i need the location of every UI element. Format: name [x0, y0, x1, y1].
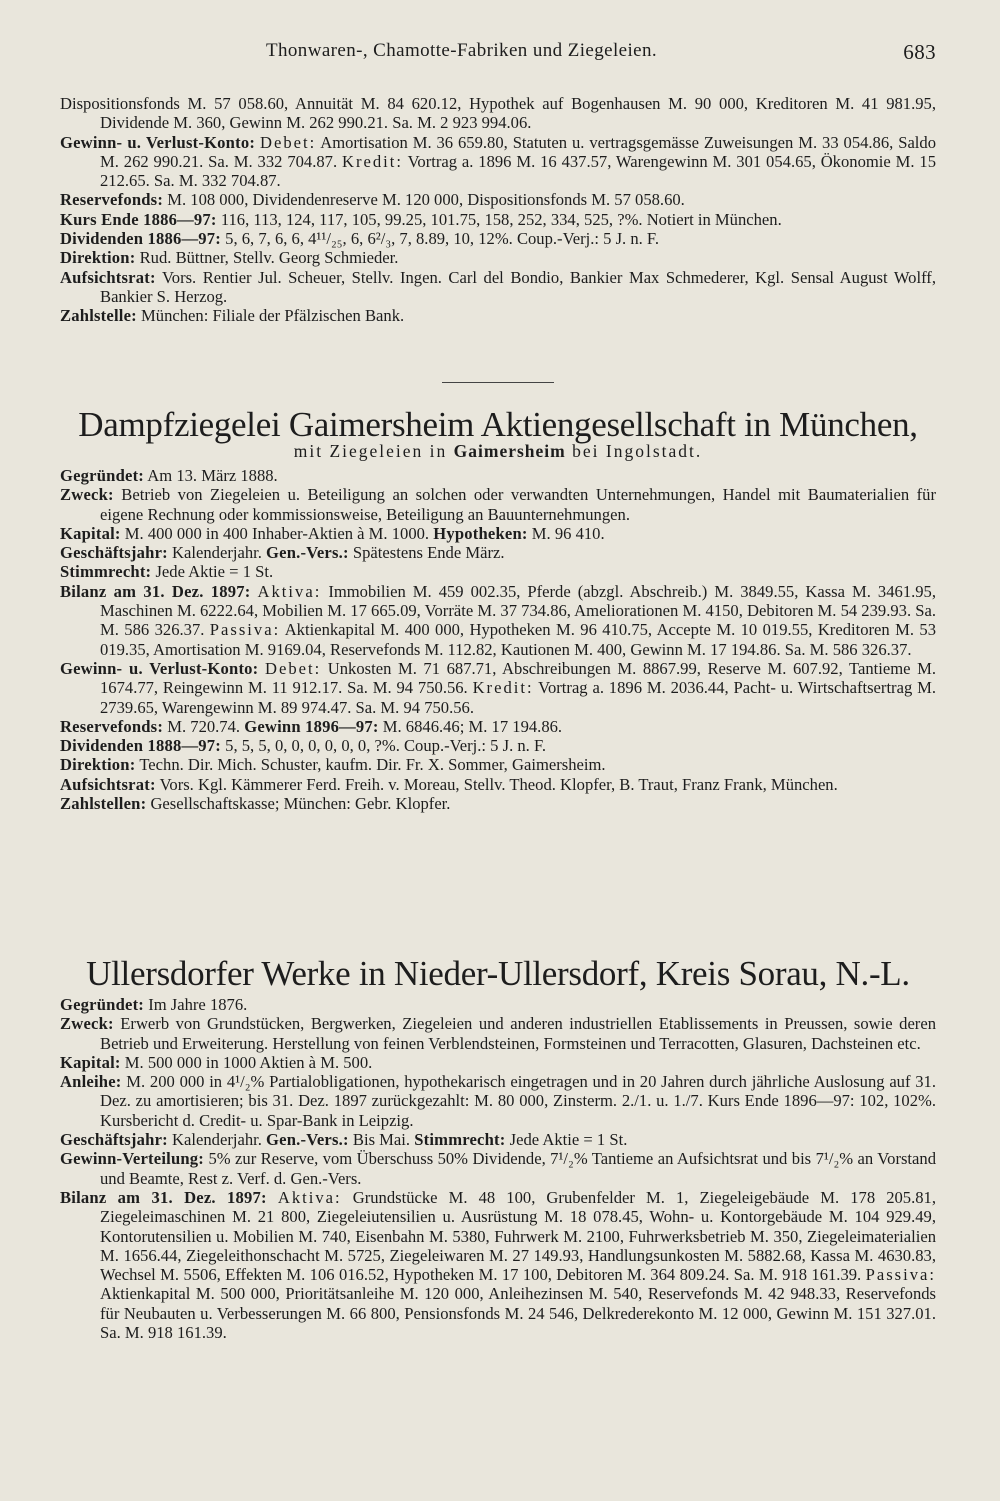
company-entry [60, 466, 936, 813]
voting-right [60, 562, 936, 581]
section-label: Gewinn-Verteilung: [60, 1149, 205, 1169]
section-label: Gegründet: [60, 466, 145, 485]
section-label: Geschäftsjahr: [60, 543, 168, 563]
section-text: Kalenderjahr. [172, 543, 262, 563]
aktiva-text: Grundstücke M. 48 100, Grubenfelder M. 1, Ziegeleigebäude M. 178 205.81, Ziegeleimaschinen M. 21 800, Ziegeleiutensilien u. Ausrüstung M. 18 078.45, Wohn- u. Kontorgebäude M. 104 929.49, Kontorutensilien u. Mobilien M. 740, Eisenbahn M. 5380, Fuhrwerk M. 2100, Fuhrwerksbetrieb M. 350, Ziegeleimaterialien M. 1656.44, Ziegeleithonschacht M. 5725, Ziegeleiwaren M. 27 149.93, Handlungsunkosten M. 5882.68, Kassa M. 4630.83, Wechsel M. 5506, Effekten M. 106 016.52, Hypotheken M. 17 100, Debitoren M. 364 809.24. Sa. M. 918 161.39. [100, 1187, 936, 1285]
kredit-label: Kredit: [341, 151, 403, 171]
supervisory-board [60, 775, 936, 794]
fiscal-year [60, 543, 936, 562]
section-text: Im Jahre 1876. [148, 995, 248, 1014]
section-text: Bis Mai. [352, 1130, 411, 1150]
section-text: Vors. Kgl. Kämmerer Ferd. Freih. v. Moreau, Stellv. Theod. Klopfer, B. Traut, Franz Frank, München. [159, 774, 838, 794]
management [60, 248, 936, 267]
debet-label: Debet: [259, 132, 317, 152]
dividends [60, 736, 936, 755]
section-text: M. 720.74. [167, 716, 241, 736]
section-text: Erwerb von Grundstücken, Bergwerken, Ziegeleien und anderen industriellen Etablissements in Preussen, sowie deren Betrieb und Erweiterung. Herstellung von feinen Verblendsteinen, Formsteinen und Terracotten, Glasuren, Dachsteinen etc. [100, 1014, 936, 1053]
section-label: Stimmrecht: [60, 562, 152, 582]
section-text: Vors. Rentier Jul. Scheuer, Stellv. Ingen. Carl del Bondio, Bankier Max Schmederer, Kgl. Sensal August Wolff, Bankier S. Herzog. [100, 267, 936, 306]
aktiva-label: Aktiva: [277, 1187, 342, 1207]
section-text: Jede Aktie = 1 St. [509, 1130, 628, 1150]
section-text: Techn. Dir. Mich. Schuster, kaufm. Dir. Fr. X. Sommer, Gaimersheim. [139, 755, 606, 775]
section-text: 5% zur Reserve, vom Überschuss 50% Dividende, 7¹/₂% Tantieme an Aufsichtsrat und bis 7¹/₂% an Vorstand und Beamte, Rest z. Verf. d. Gen.-Vers. [100, 1149, 937, 1188]
section-text: Jede Aktie = 1 St. [155, 562, 274, 582]
fiscal-year [60, 1130, 936, 1149]
kredit-text: Vortrag a. 1896 M. 2036.44, Pacht- u. Wirtschaftsertrag M. 2739.65, Warengewinn M. 89 974.47. Sa. M. 94 750.56. [100, 678, 936, 717]
section-label: Gegründet: [60, 995, 145, 1014]
section-text: Betrieb von Ziegeleien u. Beteiligung an solchen oder verwandten Unternehmungen, Handel mit Baumaterialien für eigene Rechnung oder kommissionsweise, Beteiligung an Bauunternehmungen. [100, 485, 936, 524]
section-label: Direktion: [60, 755, 136, 775]
section-label: Kurs Ende 1886—97: [60, 209, 217, 229]
passiva-label: Passiva: [209, 620, 281, 640]
passiva-text: Aktienkapital M. 500 000, Prioritätsanleihe M. 120 000, Anleihezinsen M. 540, Reservefonds M. 42 948.33, Reservefonds für Neubauten u. Verbesserungen M. 66 800, Pensionsfonds M. 24 546, Delkrederekonto M. 12 000, Gewinn M. 151 327.01. Sa. M. 918 161.39. [100, 1284, 936, 1343]
section-label: Reservefonds: [60, 190, 164, 210]
section-text: Rud. Büttner, Stellv. Georg Schmieder. [139, 248, 399, 268]
section-label: Zahlstellen: [60, 794, 147, 814]
founded [60, 995, 936, 1014]
section-label: Gewinn- u. Verlust-Konto: [60, 658, 259, 678]
section-label: Direktion: [60, 248, 136, 268]
passiva-label: Passiva: [865, 1265, 936, 1285]
purpose [60, 1014, 936, 1053]
balance-sheet [60, 1188, 936, 1342]
aktiva-text: Immobilien M. 459 002.35, Pferde (abzgl. Abschreib.) M. 3849.55, Kassa M. 3461.95, Maschinen M. 6222.64, Mobilien M. 17 665.09, Vorräte M. 37 734.86, Ameliorationen M. 4150, Debitoren M. 54 239.93. Sa. M. 586 326.37. [100, 581, 937, 640]
company-entry [60, 995, 936, 1342]
section-divider [442, 382, 554, 383]
section-text: 116, 113, 124, 117, 105, 99.25, 101.75, 158, 252, 334, 525, ?%. Notiert in München. [220, 209, 782, 229]
bond-loan [60, 1072, 936, 1130]
section-text: M. 96 410. [531, 523, 605, 543]
section-text: M. 500 000 in 1000 Aktien à M. 500. [124, 1052, 373, 1072]
reserve-funds [60, 190, 936, 209]
debet-label: Debet: [264, 658, 322, 678]
section-label: Aufsichtsrat: [60, 774, 156, 794]
company-title: Ullersdorfer Werke in Nieder-Ullersdorf, Kreis Sorau, N.-L. [86, 954, 910, 993]
balance-sheet [60, 582, 936, 659]
section-text: Spätestens Ende März. [352, 543, 505, 563]
debet-text: Amortisation M. 36 659.80, Statuten u. vertragsgemässe Zuweisungen M. 33 054.86, Saldo M. 262 990.21. Sa. M. 332 704.87. [100, 132, 937, 171]
supervisory-board [60, 268, 936, 307]
section-text: 5, 6, 7, 6, 6, 4¹¹/₂₅, 6, 6²/₃, 7, 8.89, 10, 12%. Coup.-Verj.: 5 J. n. F. [225, 229, 659, 249]
section-label: Aufsichtsrat: [60, 267, 156, 287]
passiva-text: Aktienkapital M. 400 000, Hypotheken M. 96 410.75, Accepte M. 10 019.55, Kreditoren M. 53 019.35, Amortisation M. 9169.04, Reservefonds M. 112.82, Kautionen M. 400, Gewinn M. 17 194.86. Sa. M. 586 326.37. [100, 620, 936, 659]
section-label: Gewinn- u. Verlust-Konto: [60, 132, 256, 152]
section-text: M. 200 000 in 4¹/₂% Partialobligationen, hypothekarisch eingetragen und in 20 Jahren durch jährliche Auslosung auf 31. Dez. zu amortisieren; bis 31. Dez. 1897 zurückgezahlt: M. 80 000, Zinsterm. 2./1. u. 1./7. Kurs Ende 1896—97: 102, 102%. Kursbericht d. Credit- u. Spar-Bank in Leipzig. [100, 1072, 936, 1130]
company-subtitle [60, 441, 936, 462]
dividends [60, 229, 936, 248]
previous-entry-continuation [60, 94, 936, 326]
section-label: Zweck: [60, 1014, 114, 1034]
balance-continuation-text: Dispositionsfonds M. 57 058.60, Annuität M. 84 620.12, Hypothek auf Bogenhausen M. 90 000, Kreditoren M. 41 981.95, Dividende M. 360, Gewinn M. 262 990.21. Sa. M. 2 923 994.06. [60, 94, 936, 133]
paying-agent [60, 306, 936, 325]
section-label: Anleihe: [60, 1072, 122, 1092]
capital [60, 1053, 936, 1072]
section-text: Am 13. März 1888. [147, 466, 278, 485]
profit-distribution [60, 1149, 936, 1188]
section-label: Zahlstelle: [60, 306, 137, 326]
section-text: Kalenderjahr. [172, 1130, 262, 1150]
subtitle-prefix: mit Ziegeleien in [293, 441, 448, 461]
subtitle-suffix: bei Ingolstadt. [572, 441, 703, 461]
section-label: Gen.-Vers.: [266, 1130, 349, 1150]
profit-loss-account [60, 659, 936, 717]
share-price [60, 210, 936, 229]
reserve-funds [60, 717, 936, 736]
section-text: Gesellschaftskasse; München: Gebr. Klopfer. [150, 794, 451, 814]
profit-loss-account [60, 133, 936, 191]
kredit-text: Vortrag a. 1896 M. 16 437.57, Warengewinn M. 301 054.65, Ökonomie M. 15 212.65. Sa. M. 332 704.87. [100, 151, 936, 191]
section-text: M. 108 000, Dividendenreserve M. 120 000, Dispositionsfonds M. 57 058.60. [167, 190, 685, 210]
section-label: Bilanz am 31. Dez. 1897: [60, 581, 251, 601]
debet-text: Unkosten M. 71 687.71, Abschreibungen M. 8867.99, Reserve M. 607.92, Tantieme M. 1674.77, Reingewinn M. 11 912.17. Sa. M. 94 750.56. [100, 658, 936, 698]
running-head-title: Thonwaren-, Chamotte-Fabriken und Ziegeleien. [266, 40, 658, 61]
section-label: Kapital: [60, 523, 121, 543]
section-label: Dividenden 1888—97: [60, 736, 221, 756]
management [60, 755, 936, 774]
section-text: 5, 5, 5, 0, 0, 0, 0, 0, 0, ?%. Coup.-Verj.: 5 J. n. F. [225, 736, 547, 756]
kredit-label: Kredit: [472, 678, 534, 698]
running-head [60, 40, 936, 68]
section-label: Zweck: [60, 485, 114, 505]
purpose [60, 485, 936, 524]
section-label: Geschäftsjahr: [60, 1130, 168, 1150]
section-label: Gen.-Vers.: [266, 543, 349, 563]
subtitle-place: Gaimersheim [453, 441, 566, 461]
company-title: Dampfziegelei Gaimersheim Aktiengesellschaft in München, [78, 405, 918, 444]
page-number: 683 [903, 40, 936, 64]
balance-continuation [60, 94, 936, 133]
section-text: M. 6846.46; M. 17 194.86. [382, 716, 563, 736]
founded [60, 466, 936, 485]
section-label: Gewinn 1896—97: [244, 716, 379, 736]
section-label: Kapital: [60, 1052, 121, 1072]
section-label: Bilanz am 31. Dez. 1897: [60, 1187, 267, 1207]
section-label: Dividenden 1886—97: [60, 229, 221, 249]
section-text: M. 400 000 in 400 Inhaber-Aktien à M. 1000. [124, 523, 430, 543]
section-label: Hypotheken: [433, 523, 528, 543]
aktiva-label: Aktiva: [257, 581, 322, 601]
section-label: Reservefonds: [60, 716, 164, 736]
capital [60, 524, 936, 543]
paying-agents [60, 794, 936, 813]
section-text: München: Filiale der Pfälzischen Bank. [141, 306, 405, 326]
section-label: Stimmrecht: [414, 1130, 506, 1150]
